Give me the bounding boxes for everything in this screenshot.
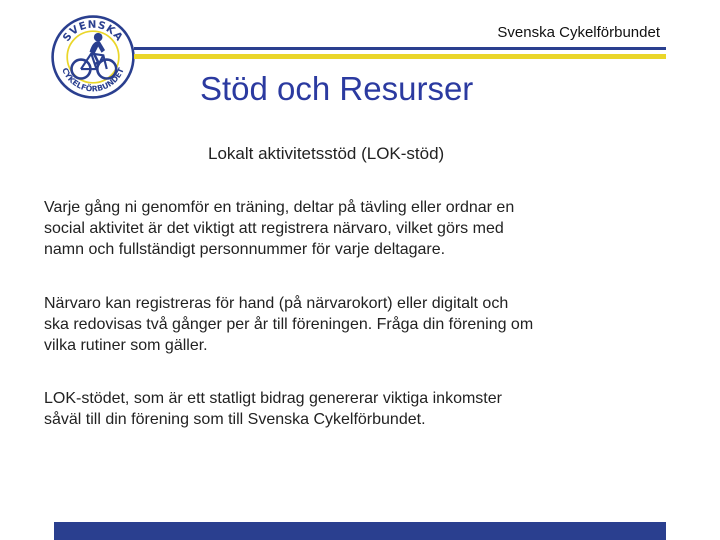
paragraph-registration (44, 293, 664, 356)
paragraph-line: LOK-stödet, som är ett statligt bidrag genererar viktiga inkomster (44, 390, 502, 407)
paragraph-line: såväl till din förening som till Svenska Cykelförbundet. (44, 411, 426, 428)
footer-bar (54, 522, 666, 540)
logo-text-top: SVENSKA (60, 18, 126, 44)
header-rule-blue (134, 47, 666, 50)
paragraph-lok-support (44, 388, 664, 430)
paragraph-line: Närvaro kan registreras för hand (på närvarokort) eller digitalt och (44, 295, 509, 312)
cyclist-logo-icon (50, 14, 136, 100)
paragraph-line: namn och fullständigt personnummer för varje deltagare. (44, 241, 446, 258)
organization-name: Svenska Cykelförbundet (497, 24, 660, 41)
paragraph-line: ska redovisas två gånger per år till föreningen. Fråga din förening om (44, 316, 534, 333)
paragraph-line: social aktivitet är det viktigt att registrera närvaro, vilket görs med (44, 220, 504, 237)
logo-text-bottom: CYKELFÖRBUNDET (60, 66, 126, 94)
paragraph-line: vilka rutiner som gäller. (44, 337, 208, 354)
slide-subtitle: Lokalt aktivitetsstöd (LOK-stöd) (208, 144, 445, 163)
header-rule-yellow (134, 54, 666, 59)
paragraph-line: Varje gång ni genomför en träning, deltar på tävling eller ordnar en (44, 199, 515, 216)
slide-title: Stöd och Resurser (200, 70, 474, 107)
paragraph-attendance (44, 197, 664, 260)
